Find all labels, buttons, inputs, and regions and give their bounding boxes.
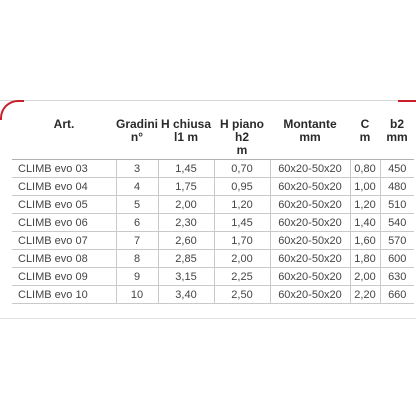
cell-h-piano: 1,20: [214, 196, 270, 214]
table-row: [12, 268, 414, 286]
cell-c: 0,80: [350, 160, 380, 178]
cell-gradini: 7: [116, 232, 158, 250]
cell-c: 2,20: [350, 286, 380, 304]
header-b2: [380, 114, 414, 160]
cell-h-chiusa: 2,85: [158, 250, 214, 268]
cell-art: CLIMB evo 03: [12, 160, 116, 178]
table-row: [12, 286, 414, 304]
header-montante-line2: mm: [299, 130, 321, 144]
cell-b2: 450: [380, 160, 414, 178]
header-c: [350, 114, 380, 160]
cell-b2: 630: [380, 268, 414, 286]
cell-gradini: 10: [116, 286, 158, 304]
table-row: [12, 232, 414, 250]
table-row: [12, 196, 414, 214]
cell-b2: 480: [380, 178, 414, 196]
header-h-piano: [214, 114, 270, 160]
cell-montante: 60x20-50x20: [270, 232, 350, 250]
header-montante-line1: Montante: [283, 117, 337, 131]
cell-montante: 60x20-50x20: [270, 250, 350, 268]
footer-divider: [0, 318, 416, 319]
table-row: [12, 178, 414, 196]
header-art-label: Art.: [53, 117, 75, 131]
header-h-chiusa-line1: H chiusa: [160, 117, 211, 131]
table-row: [12, 160, 414, 178]
cell-montante: 60x20-50x20: [270, 286, 350, 304]
header-h-chiusa: [158, 114, 214, 160]
cell-b2: 600: [380, 250, 414, 268]
header-gradini-line1: Gradini: [116, 117, 159, 131]
table-row: [12, 250, 414, 268]
cell-h-piano: 2,50: [214, 286, 270, 304]
cell-gradini: 3: [116, 160, 158, 178]
cell-c: 1,20: [350, 196, 380, 214]
header-gradini-line2: n°: [130, 130, 144, 144]
header-h-piano-line1: H piano: [220, 117, 264, 131]
cell-art: CLIMB evo 08: [12, 250, 116, 268]
header-montante: [270, 114, 350, 160]
cell-gradini: 5: [116, 196, 158, 214]
cell-c: 2,00: [350, 268, 380, 286]
cell-gradini: 8: [116, 250, 158, 268]
cell-h-chiusa: 3,40: [158, 286, 214, 304]
table-header-row: [12, 114, 414, 160]
header-b2-line2: mm: [386, 130, 408, 144]
cell-montante: 60x20-50x20: [270, 214, 350, 232]
cell-b2: 570: [380, 232, 414, 250]
header-h-chiusa-line2: l1 m: [173, 130, 198, 144]
cell-art: CLIMB evo 04: [12, 178, 116, 196]
cell-h-chiusa: 3,15: [158, 268, 214, 286]
cell-h-chiusa: 2,00: [158, 196, 214, 214]
red-edge-accent: [398, 100, 416, 108]
cell-b2: 540: [380, 214, 414, 232]
cell-h-chiusa: 1,75: [158, 178, 214, 196]
header-b2-line1: b2: [389, 117, 404, 131]
cell-montante: 60x20-50x20: [270, 196, 350, 214]
cell-c: 1,80: [350, 250, 380, 268]
cell-art: CLIMB evo 06: [12, 214, 116, 232]
cell-montante: 60x20-50x20: [270, 178, 350, 196]
specifications-table: [12, 114, 414, 304]
cell-art: CLIMB evo 09: [12, 268, 116, 286]
table-row: [12, 214, 414, 232]
cell-art: CLIMB evo 07: [12, 232, 116, 250]
header-gradini: [116, 114, 158, 160]
header-h-piano-line3: m: [236, 143, 248, 157]
cell-b2: 660: [380, 286, 414, 304]
header-h-piano-line2: h2: [234, 130, 249, 144]
cell-montante: 60x20-50x20: [270, 268, 350, 286]
cell-art: CLIMB evo 10: [12, 286, 116, 304]
cell-h-chiusa: 2,60: [158, 232, 214, 250]
cell-montante: 60x20-50x20: [270, 160, 350, 178]
cell-h-chiusa: 2,30: [158, 214, 214, 232]
cell-c: 1,40: [350, 214, 380, 232]
cell-h-piano: 1,70: [214, 232, 270, 250]
header-c-line1: C: [360, 117, 370, 131]
cell-h-piano: 2,00: [214, 250, 270, 268]
cell-gradini: 4: [116, 178, 158, 196]
cell-gradini: 6: [116, 214, 158, 232]
cell-h-piano: 0,95: [214, 178, 270, 196]
header-c-line2: m: [359, 130, 371, 144]
cell-c: 1,00: [350, 178, 380, 196]
cell-b2: 510: [380, 196, 414, 214]
cell-h-piano: 2,25: [214, 268, 270, 286]
cell-c: 1,60: [350, 232, 380, 250]
cell-h-piano: 0,70: [214, 160, 270, 178]
cell-gradini: 9: [116, 268, 158, 286]
header-divider: [0, 100, 416, 113]
cell-art: CLIMB evo 05: [12, 196, 116, 214]
cell-h-chiusa: 1,45: [158, 160, 214, 178]
header-art: [12, 114, 116, 160]
cell-h-piano: 1,45: [214, 214, 270, 232]
